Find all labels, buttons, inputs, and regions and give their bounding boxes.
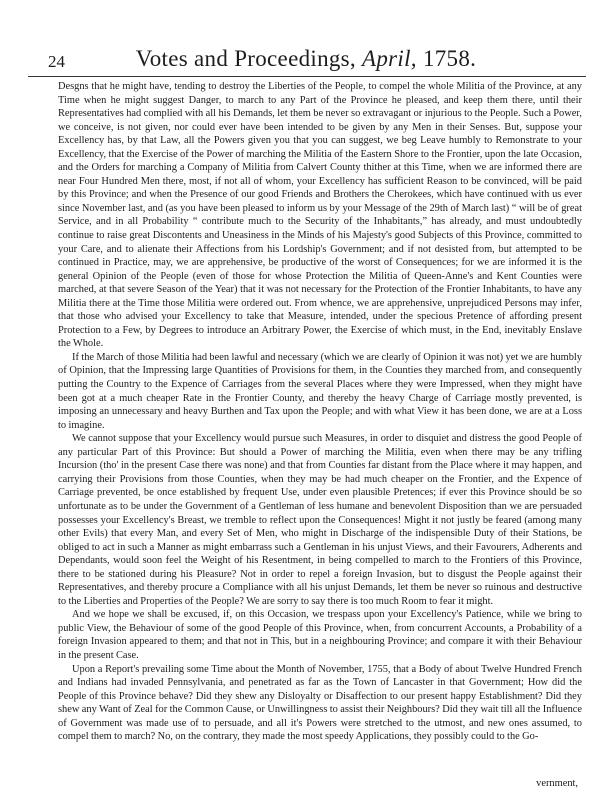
catchword: vernment, bbox=[536, 778, 578, 789]
running-head-title: Votes and Proceedings, bbox=[135, 46, 356, 71]
paragraph: If the March of those Militia had been lawful and necessary (which we are clearly of Opinion it was not) yet we are humbly of Opinion, that the Impressing large Quantities of Provisions for them, in the Counties they marched from, and consequently putting the Country to the Expence of Carriages from the several Places where they were Impressed, when they might have been got at a much cheaper Rate in the Frontier County, and thereby the heavy Charge of Carriage mostly prevented, is imposing an unnecessary and heavy Burthen and Tax upon the People; and with what View it has been done, we are at a Loss to imagine. bbox=[58, 351, 582, 431]
page-header bbox=[28, 40, 584, 74]
paragraph: We cannot suppose that your Excellency would pursue such Measures, in order to disquiet and distress the good People of any particular Part of this Province: But should a Power of marching the Militia, even when there may be any trifling Incursion (tho' in the present Case there was none) and that from Counties far distant from the Place where it may happen, and carrying their Provisions from those Counties, when they may be had much cheaper on the Frontier, and the Expence of Carriage prevented, be once established by frequent Use, under even plausible Pretences; if ever this Province should be so unfortunate as to be under the Government of a Gentleman of less humane and benevolent Disposition than we are persuaded possesses your Excellency's Breast, we tremble to reflect upon the Consequences! Might it not justly be feared (among many other Evils) that every Man, and every Set of Men, who might in Discharge of the indispensible Duty of their Stations, be obliged to act in such a Manner as might embarrass such a Gentleman in his unjust Views, and their Favourers, Adherents and Dependants, would soon feel the Weight of his Resentment, in being compelled to march to the Frontiers of this Province, there to be stationed during his Pleasure? Not in order to repel a foreign Invasion, but to disgust the People against their Representatives, and thereby procure a Compliance with all his unjust Demands, let them be never so ruinous and destructive to the Liberties and Properties of the People? We are sorry to say there is too much Room to fear it might. bbox=[58, 433, 582, 607]
paragraph: Desgns that he might have, tending to destroy the Liberties of the People, to compel the whole Militia of the Province, at any Time when he might suggest Danger, to march to any Part of the Province he pleased, and keep them there, until their Representatives had complied with all his Demands, let them be never so extravagant or injurious to the People. Such a Power, we conceive, is not given, nor could ever have been intended to be given by any Men in their Senses. But, suppose your Excellency has, by that Law, all the Powers given you that you can suggest, we beg Leave humbly to Remonstrate to your Excellency, that the Exercise of the Power of marching the Militia of the Eastern Shore to the Frontier, upon the late Occasion, and the Orders for marching a Company of Militia from Calvert County thither at this Time, when we are informed there are near Four Hundred Men there, most, if not all of whom, your Excellency has sufficient Reason to be convinced, will be paid by this Province; and when the Presence of our good Friends and Brothers the Cherokees, which have continued with us ever since November last, and (as you have been pleased to inform us by your Message of the 29th of March last) “ will be of great Service, and in all Probability “ contribute much to the Security of the Inhabitants,” has already, and must undoubtedly continue to raise great Discontents and Uneasiness in the Minds of his Majesty's good Subjects of this Province, committed to your Care, and to alienate their Affections from his Lordship's Government; and if not desisted from, but attempted to be continued in Practice, may, we are apprehensive, be productive of the worst of Consequences; for we are informed it is the general Opinion of the People (even of those for whose Protection the Militia of Queen-Anne's and Kent Counties were marched, at that severe Season of the Year) that it was not necessary for the Protection of the Frontier Inhabitants, to have any Militia there at the Time those Militia were ordered out. From whence, we are apprehensive, unprejudiced Persons may infer, that those who advised your Excellency to take that Measure, intended, under the specious Pretence of affording present Protection to a Few, by Degrees to introduce an Arbitrary Power, the Exercise of which must, in the End, inevitably Enslave the Whole. bbox=[58, 81, 582, 350]
paragraph: And we hope we shall be excused, if, on this Occasion, we trespass upon your Excellency's Patience, while we bring to public View, the Behaviour of some of the good People of this Province, when, from concurrent Accounts, a Probability of a foreign Invasion appeared to them; and that not in This, but in a neighbouring Province; and compare it with their Behaviour in the present Case. bbox=[58, 609, 582, 661]
header-rule bbox=[28, 76, 586, 77]
running-head bbox=[28, 46, 584, 72]
running-head-year: 1758. bbox=[422, 46, 477, 71]
page-number: 24 bbox=[48, 52, 65, 71]
body-text bbox=[58, 80, 582, 744]
running-head-month: April, bbox=[362, 46, 417, 71]
paragraph: Upon a Report's prevailing some Time about the Month of November, 1755, that a Body of about Twelve Hundred French and Indians had invaded Pennsylvania, and penetrated as far as the Town of Lancaster in that Government; How did the People of this Province behave? Did they shew any Disloyalty or Disaffection to our present happy Establishment? Did they shew any Want of Zeal for the Common Cause, or Unwillingness to assist their Neighbours? Did they wait till all the Influence of Government was made use of to persuade, and all it's Powers were stretched to the utmost, and new ones assumed, to compel them to march? No, on the contrary, they made the most speedy Applications, they possibly could to the Go- bbox=[58, 663, 582, 743]
